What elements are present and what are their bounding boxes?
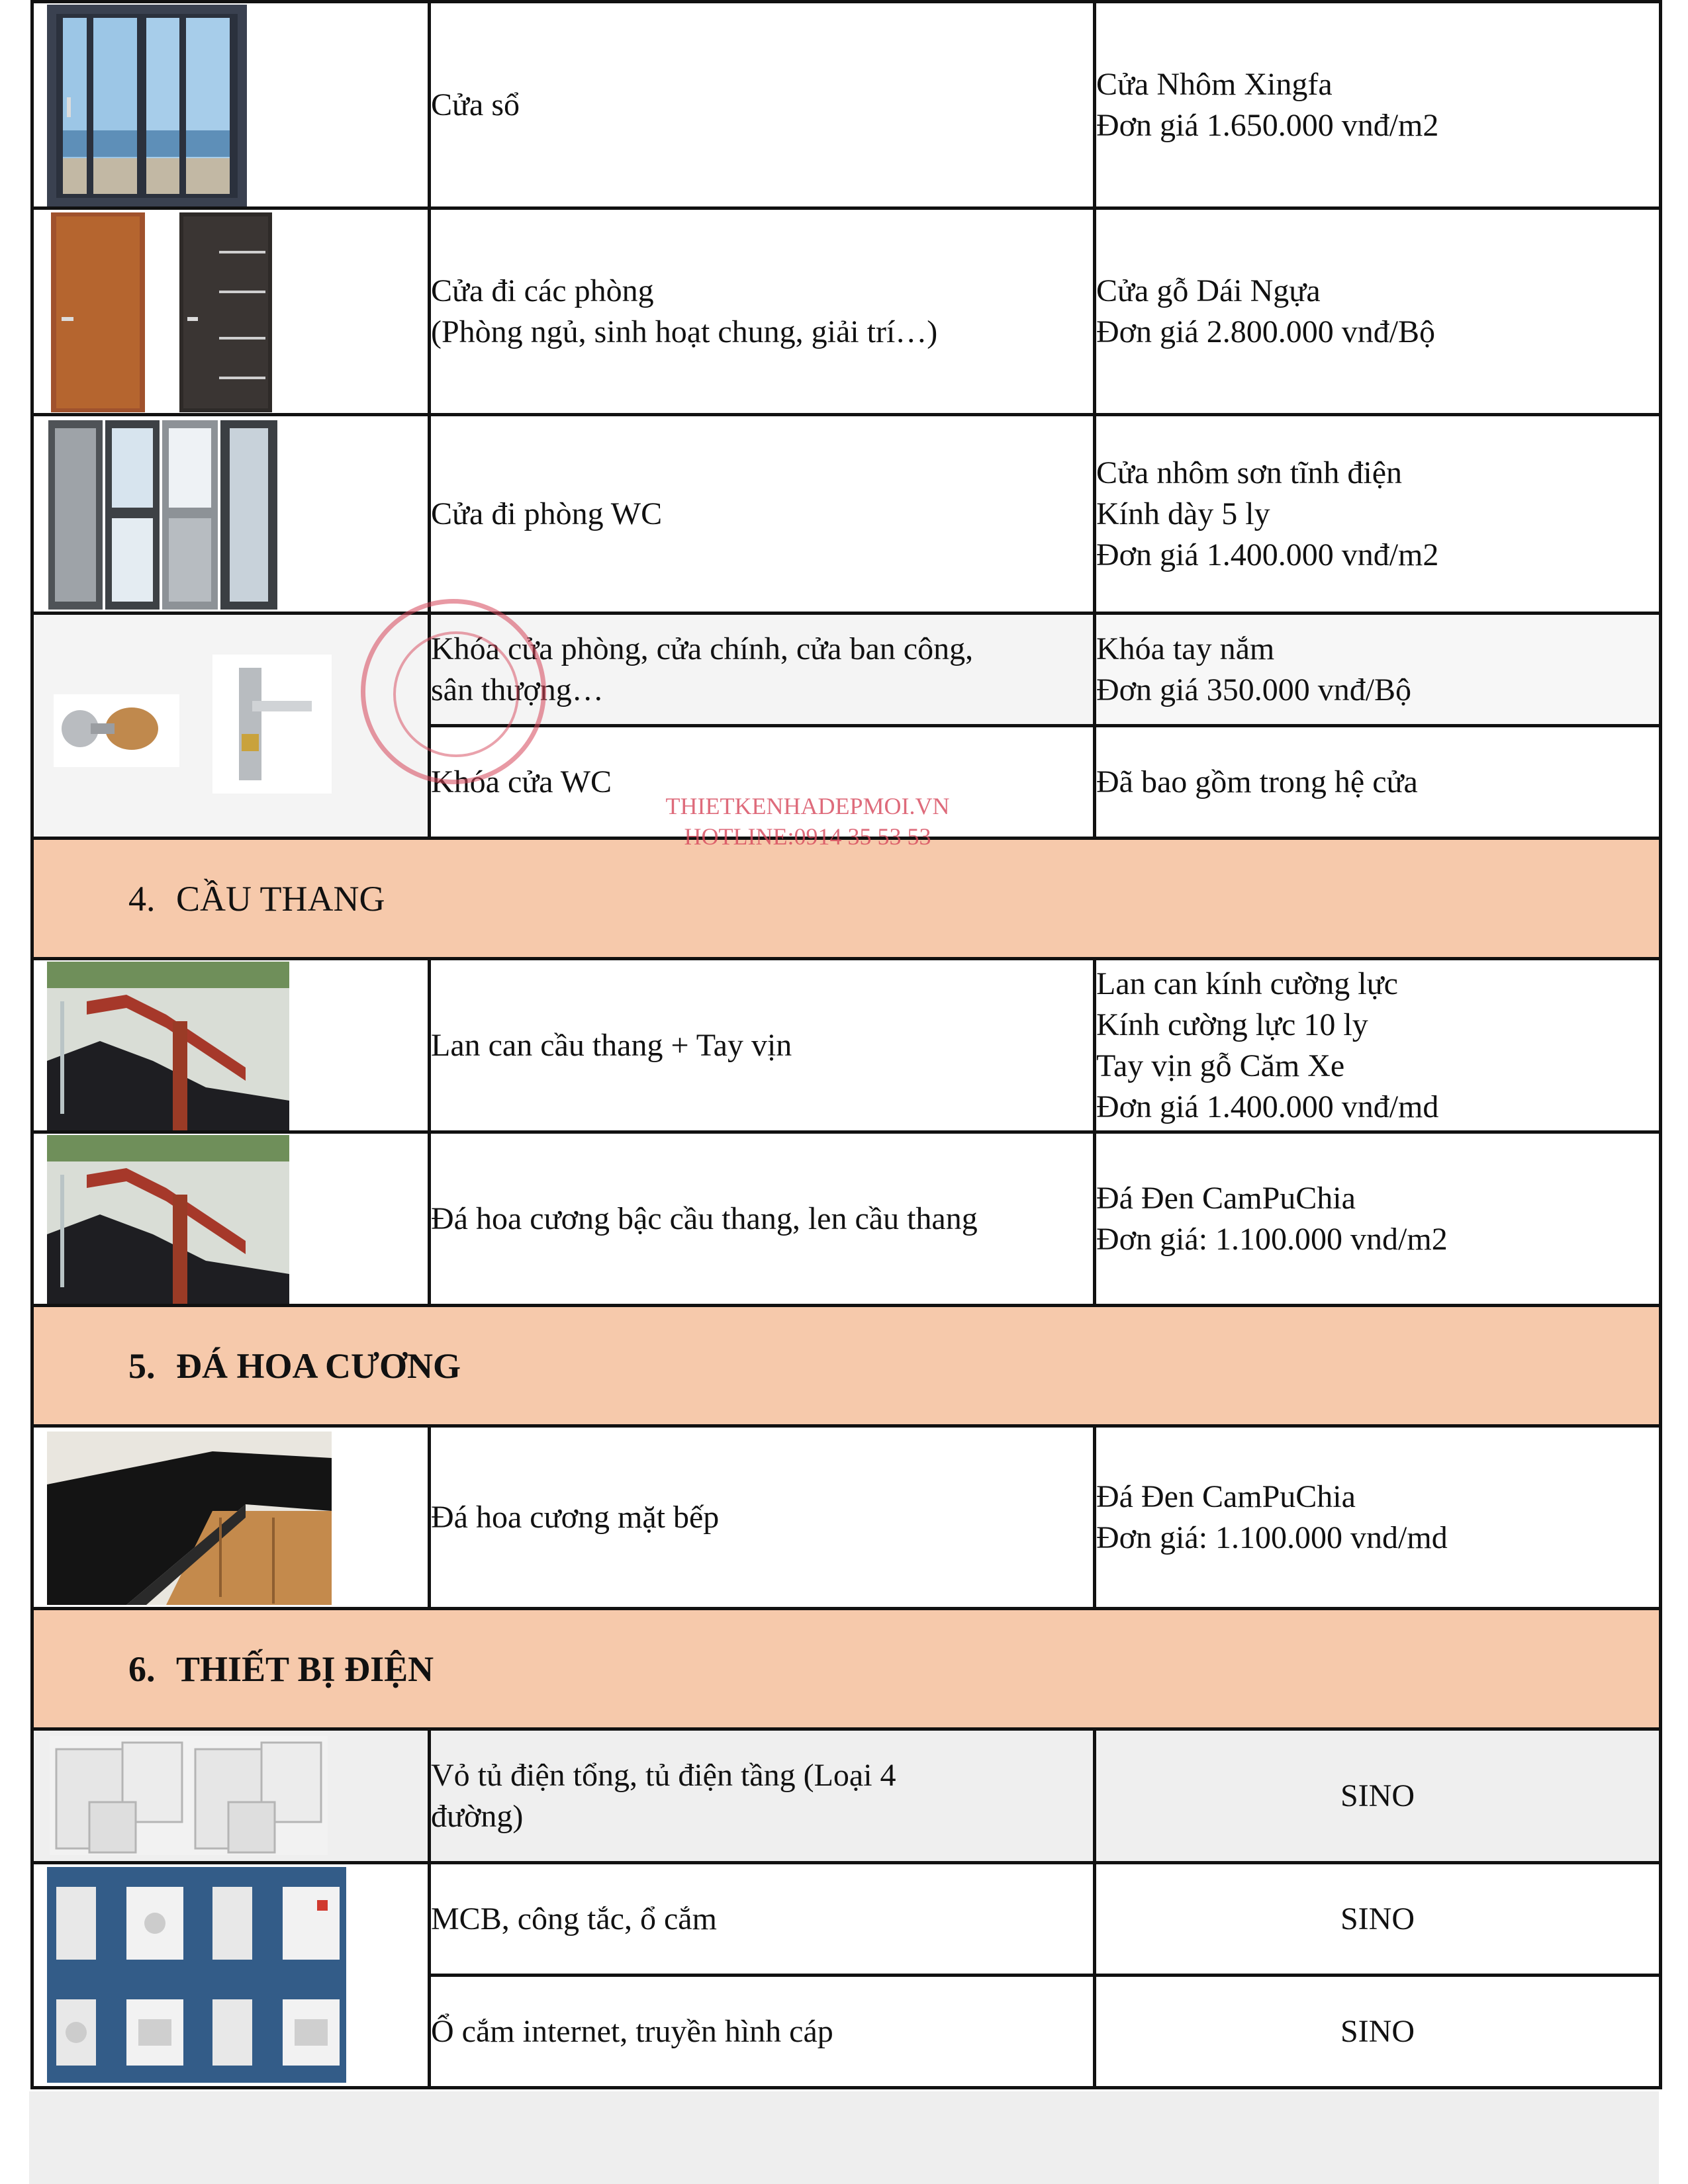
image-cell [32,1729,430,1863]
item-name: Cửa đi các phòng (Phòng ngủ, sinh hoạt chung, giải trí…) [430,208,1095,415]
section-title: 5. ĐÁ HOA CƯƠNG [32,1306,1661,1426]
wooden-doors-photo [47,211,272,414]
image-cell [32,959,430,1132]
item-spec: SINO [1095,1976,1661,2088]
table-row [32,1426,1661,1609]
stair-railing-photo [47,962,289,1131]
item-spec: Khóa tay nắm Đơn giá 350.000 vnđ/Bộ [1095,614,1661,726]
item-name: Đá hoa cương mặt bếp [430,1426,1095,1609]
image-cell [32,415,430,614]
item-name: Lan can cầu thang + Tay vịn [430,959,1095,1132]
spec-table [30,0,1662,2089]
page-bottom-band [29,2091,1659,2184]
item-spec: SINO [1095,1729,1661,1863]
item-name: Khóa cửa phòng, cửa chính, cửa ban công, sân thượng… [430,614,1095,726]
item-spec: Cửa gỗ Dái Ngựa Đơn giá 2.800.000 vnđ/Bộ [1095,208,1661,415]
door-locks-photo [54,655,332,794]
item-spec: Lan can kính cường lực Kính cường lực 10 ly Tay vịn gỗ Căm Xe Đơn giá 1.400.000 vnđ/md [1095,959,1661,1132]
table-row [32,1729,1661,1863]
item-spec: Đá Đen CamPuChia Đơn giá: 1.100.000 vnd/m2 [1095,1132,1661,1306]
table-row [32,959,1661,1132]
item-name: Khóa cửa WC [430,726,1095,839]
switches-sockets-photo [47,1867,346,2083]
item-name: Cửa sổ [430,2,1095,208]
image-cell [32,1132,430,1306]
table-row [32,208,1661,415]
section-title: 6. THIẾT BỊ ĐIỆN [32,1609,1661,1729]
section-title: 4. CẦU THANG [32,839,1661,959]
table-row [32,1132,1661,1306]
table-row [32,614,1661,726]
table-row [32,1863,1661,1976]
image-cell [32,1426,430,1609]
sliding-window-photo [47,5,247,207]
table-row [32,415,1661,614]
item-spec: Đã bao gồm trong hệ cửa [1095,726,1661,839]
watermark: THIETKENHADEPMOI.VN HOTLINE:0914 35 53 53 [665,793,950,850]
item-name: MCB, công tắc, ổ cắm [430,1863,1095,1976]
section-header [32,839,1661,959]
company-seal-stamp [361,599,546,784]
item-name: Cửa đi phòng WC [430,415,1095,614]
aluminum-doors-photo [47,419,279,611]
item-name: Ổ cắm internet, truyền hình cáp [430,1976,1095,2088]
image-cell [32,208,430,415]
item-name: Đá hoa cương bậc cầu thang, len cầu thang [430,1132,1095,1306]
section-header [32,1306,1661,1426]
granite-stairs-photo [47,1135,289,1304]
image-cell [32,2,430,208]
granite-countertop-photo [47,1432,332,1605]
item-spec: Cửa nhôm sơn tĩnh điện Kính dày 5 ly Đơn giá 1.400.000 vnđ/m2 [1095,415,1661,614]
item-name: Vỏ tủ điện tổng, tủ điện tầng (Loại 4 đường) [430,1729,1095,1863]
item-spec: Đá Đen CamPuChia Đơn giá: 1.100.000 vnd/md [1095,1426,1661,1609]
item-spec: SINO [1095,1863,1661,1976]
table-row [32,2,1661,208]
electrical-cabinet-photo [50,1736,328,1855]
image-cell [32,1863,430,2088]
section-header [32,1609,1661,1729]
item-spec: Cửa Nhôm Xingfa Đơn giá 1.650.000 vnđ/m2 [1095,2,1661,208]
